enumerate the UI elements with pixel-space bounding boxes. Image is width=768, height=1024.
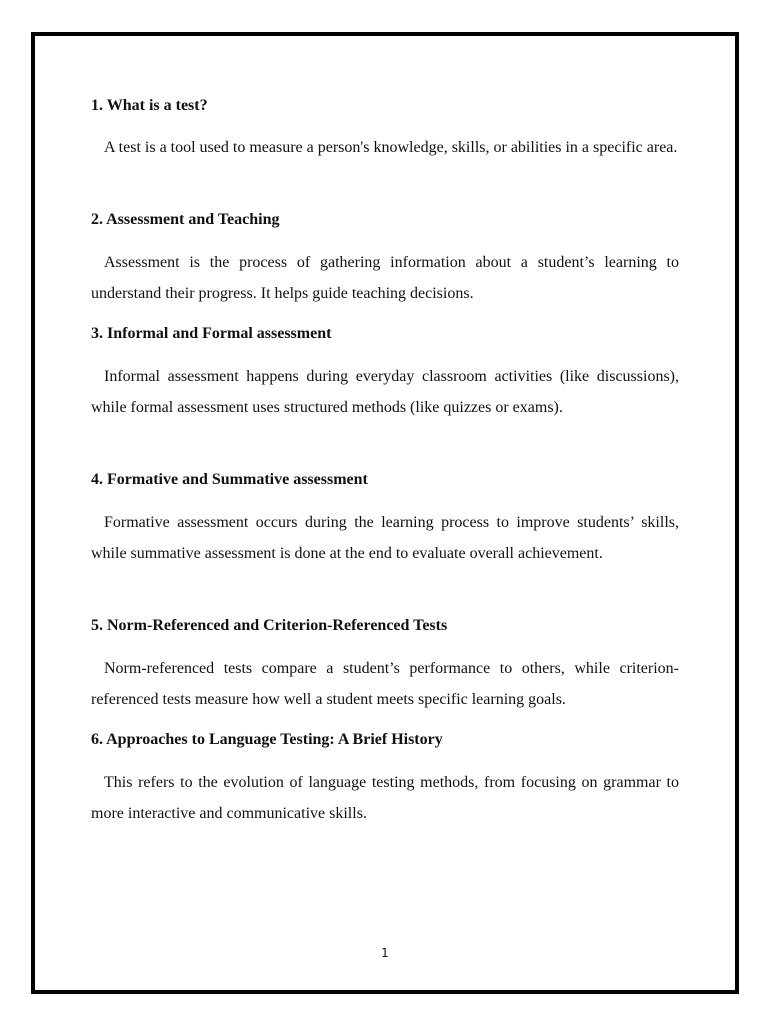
- section-heading: 4. Formative and Summative assessment: [91, 471, 368, 488]
- section-what-is-a-test: [91, 96, 679, 163]
- section-informal-formal-assessment: [91, 324, 679, 423]
- section-norm-criterion-tests: [91, 616, 679, 715]
- document-page: [31, 32, 739, 994]
- section-heading: 1. What is a test?: [91, 97, 208, 114]
- section-heading: 5. Norm-Referenced and Criterion-Referenced Tests: [91, 617, 448, 634]
- section-paragraph: Informal assessment happens during everyday classroom activities (like discussions), while formal assessment uses structured methods (like quizzes or exams).: [91, 368, 679, 416]
- section-paragraph: A test is a tool used to measure a person's knowledge, skills, or abilities in a specific area.: [104, 139, 678, 156]
- section-paragraph: Formative assessment occurs during the learning process to improve students’ skills, while summative assessment is done at the end to evaluate overall achievement.: [91, 514, 679, 562]
- section-heading: 2. Assessment and Teaching: [91, 211, 280, 228]
- section-paragraph: Assessment is the process of gathering information about a student’s learning to understand their progress. It helps guide teaching decisions.: [91, 254, 679, 302]
- page-number: 1: [381, 946, 389, 960]
- section-paragraph: This refers to the evolution of language testing methods, from focusing on grammar to more interactive and communicative skills.: [91, 774, 679, 822]
- section-heading: 6. Approaches to Language Testing: A Brief History: [91, 731, 443, 748]
- section-assessment-and-teaching: [91, 210, 679, 309]
- section-paragraph: Norm-referenced tests compare a student’s performance to others, while criterion-referenced tests measure how well a student meets specific learning goals.: [91, 660, 679, 708]
- section-heading: 3. Informal and Formal assessment: [91, 325, 332, 342]
- section-language-testing-history: [91, 730, 679, 829]
- section-formative-summative-assessment: [91, 470, 679, 569]
